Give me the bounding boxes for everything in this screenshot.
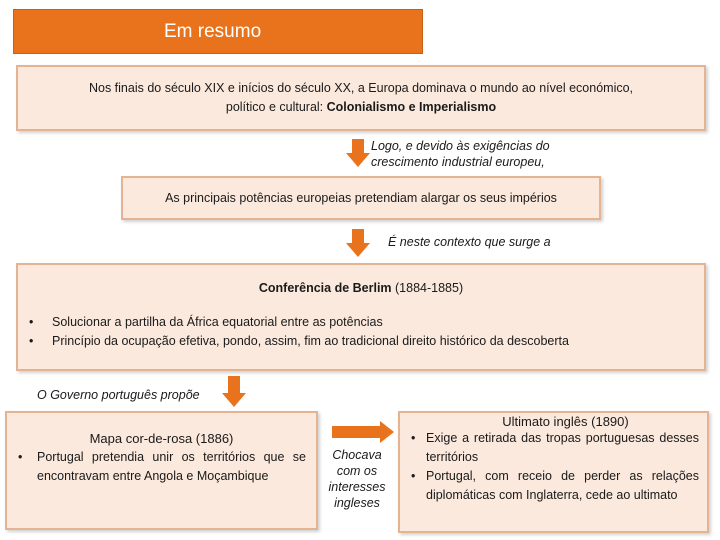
pink-map-bullets bbox=[7, 448, 316, 486]
ultimatum-title: Ultimato inglês (1890) bbox=[502, 414, 629, 429]
ultimatum-box bbox=[398, 411, 709, 533]
summary-title-text: Em resumo bbox=[164, 20, 262, 42]
clash-note bbox=[322, 447, 392, 511]
right-arrow bbox=[332, 421, 394, 443]
clash-line1: Chocava bbox=[332, 448, 382, 462]
ultimatum-bullets bbox=[400, 429, 707, 505]
conference-bullet-1: • Solucionar a partilha da África equatorial entre as potências bbox=[18, 313, 704, 332]
clash-line4: ingleses bbox=[334, 496, 380, 510]
ultimatum-bullet-1: • Exige a retirada das tropas portuguesas desses territórios bbox=[400, 429, 707, 467]
intro-line1: Nos finais do século XIX e inícios do século XX, a Europa dominava o mundo ao nível económico, bbox=[88, 81, 634, 95]
down-arrow-2 bbox=[347, 229, 369, 257]
connector-note-1-line1: Logo, e devido às exigências do bbox=[371, 139, 550, 153]
pink-map-box bbox=[5, 411, 318, 530]
pink-map-title: Mapa cor-de-rosa (1886) bbox=[89, 431, 234, 446]
clash-line2: com os bbox=[336, 464, 378, 478]
connector-note-3: O Governo português propõe bbox=[37, 388, 200, 402]
intro-line2: político e cultural: bbox=[225, 100, 327, 114]
conference-box bbox=[16, 263, 706, 371]
ambition-box bbox=[121, 176, 601, 220]
intro-text bbox=[89, 79, 633, 117]
ultimatum-bullet-2: • Portugal, com receio de perder as relações diplomáticas com Inglaterra, cede ao ultimato bbox=[400, 467, 707, 505]
pink-map-bullet-1: • Portugal pretendia unir os territórios que se encontravam entre Angola e Moçambique bbox=[7, 448, 316, 486]
conference-name: Conferência de Berlim bbox=[258, 281, 392, 295]
conference-years: (1884-1885) bbox=[391, 281, 464, 295]
conference-bullet-2: • Princípio da ocupação efetiva, pondo, assim, fim ao tradicional direito histórico da descoberta bbox=[18, 332, 704, 351]
ambition-text: As principais potências europeias pretendiam alargar os seus impérios bbox=[165, 191, 557, 205]
connector-note-1-line2: crescimento industrial europeu, bbox=[371, 155, 545, 169]
connector-note-1 bbox=[371, 138, 550, 170]
intro-box bbox=[16, 65, 706, 131]
intro-emphasis: Colonialismo e Imperialismo bbox=[326, 100, 497, 114]
summary-title bbox=[13, 9, 423, 54]
down-arrow-3 bbox=[223, 376, 245, 408]
clash-line3: interesses bbox=[328, 480, 386, 494]
connector-note-2: É neste contexto que surge a bbox=[388, 235, 551, 249]
conference-bullets bbox=[18, 313, 704, 351]
down-arrow-1 bbox=[347, 139, 369, 167]
conference-title bbox=[18, 281, 704, 295]
